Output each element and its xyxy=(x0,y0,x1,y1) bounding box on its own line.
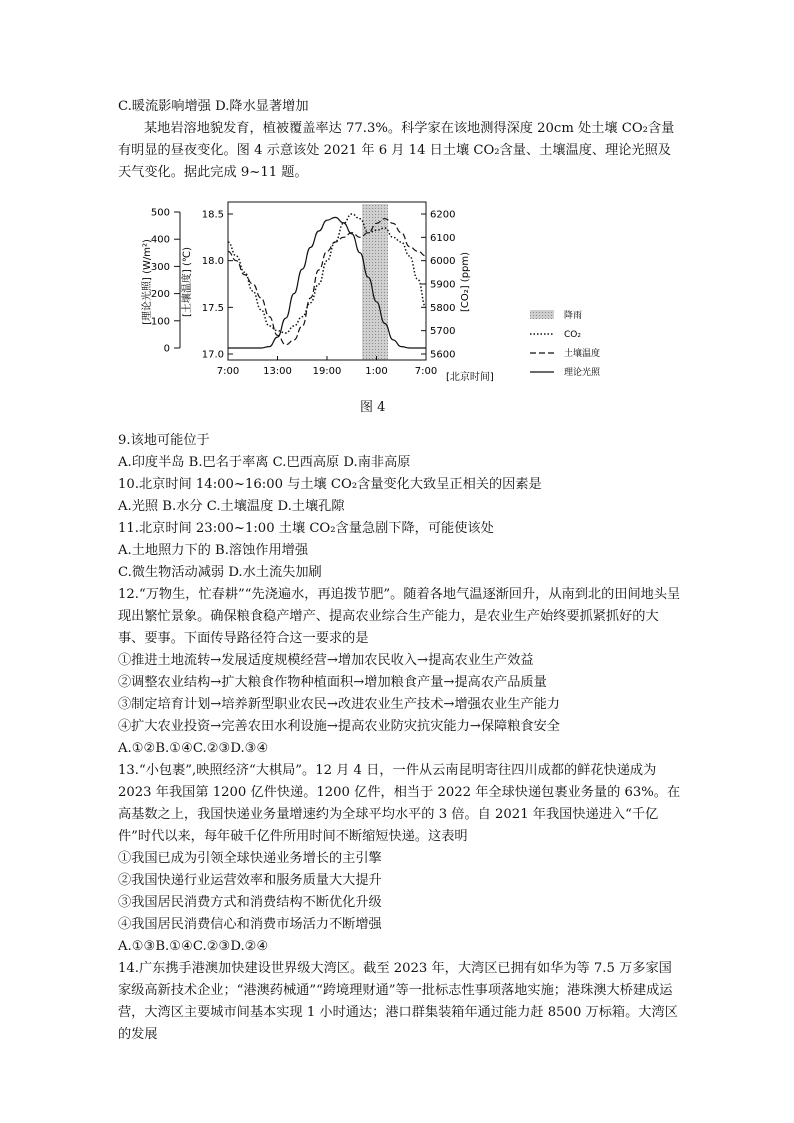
q13-item-2: ②我国快递行业运营效率和服务质量大大提升 xyxy=(118,873,382,888)
q12-item-4: ④扩大农业投资→完善农田水利设施→提高农业防灾抗灾能力→保障粮食安全 xyxy=(118,719,560,734)
q12-item-3: ③制定培育计划→培养新型职业农民→改进农业生产技术→增强农业生产能力 xyxy=(118,697,560,712)
left-tick-label: 500 xyxy=(150,207,170,219)
q14-stem: 14.广东携手港澳加快建设世界级大湾区。截至 2023 年，大湾区已拥有如华为等 7.5 万多家国家级高新技术企业；“港澳药械通”“跨境理财通”等一批标志性事项落地实施；港珠澳大桥建成运营，大湾区主要城市间基本实现 1 小时通达；港口群集装箱年通过能力赶 8500 万标箱。大湾区的发展 xyxy=(118,961,678,1042)
q12-item-1: ①推进土地流转→发展适度规模经营→增加农民收入→提高农业生产效益 xyxy=(118,653,534,668)
mid-tick-label: 17.0 xyxy=(201,349,224,361)
right-tick-label: 6200 xyxy=(430,209,456,221)
q10-stem: 10.北京时间 14:00~16:00 与土壤 CO₂含量变化大致呈正相关的因素是 xyxy=(118,477,542,492)
left-axis-label: [理论光照] (W/m²) xyxy=(142,239,153,325)
legend-rain-swatch xyxy=(530,310,554,319)
q9-options: A.印度半岛 B.巴名于率离 C.巴西高原 D.南非高原 xyxy=(118,455,411,470)
mid-tick-label: 17.5 xyxy=(201,302,224,314)
figure-4-chart xyxy=(138,190,658,420)
right-tick-label: 5700 xyxy=(430,326,456,338)
right-tick-label: 5800 xyxy=(430,302,456,314)
left-axis xyxy=(151,208,180,355)
right-axis-label: [CO₂] (ppm) xyxy=(460,251,471,313)
intro-paragraph: 某地岩溶地貌发育，植被覆盖率达 77.3%。科学家在该地测得深度 20cm 处土壤 CO₂含量有明显的昼夜变化。图 4 示意该处 2021 年 6 月 14 日土壤 CO₂含量、土壤温度、理论光照及天气变化。据此完成 9~11 题。 xyxy=(118,121,675,180)
left-tick-label: 300 xyxy=(150,261,170,273)
legend-co2: CO₂ xyxy=(564,330,581,340)
x-tick-label: 7:00 xyxy=(414,366,438,377)
x-axis xyxy=(217,356,437,377)
q11-stem: 11.北京时间 23:00~1:00 土壤 CO₂含量急剧下降，可能使该处 xyxy=(118,521,494,536)
mid-tick-label: 18.5 xyxy=(201,209,224,221)
legend-rain: 降雨 xyxy=(564,311,583,321)
legend xyxy=(530,309,601,378)
q13-options: A.①③B.①④C.②③D.②④ xyxy=(118,939,269,954)
right-tick-label: 5600 xyxy=(430,349,456,361)
series-light xyxy=(228,217,426,348)
rain-band xyxy=(362,204,388,360)
legend-light: 理论光照 xyxy=(564,368,601,378)
series-group xyxy=(228,214,426,348)
q9-stem: 9.该地可能位于 xyxy=(118,433,210,448)
mid-axis-label: [土壤温度] (℃) xyxy=(182,246,193,318)
left-tick-label: 0 xyxy=(163,343,170,355)
q13-item-1: ①我国已成为引领全球快递业务增长的主引擎 xyxy=(118,851,382,866)
series-co2 xyxy=(228,214,426,333)
q8-options: C.暖流影响增强 D.降水显著增加 xyxy=(118,99,309,114)
x-tick-label: 19:00 xyxy=(312,366,342,377)
x-tick-label: 7:00 xyxy=(216,366,240,377)
x-tick-label: 13:00 xyxy=(263,366,292,377)
left-tick-label: 400 xyxy=(150,234,170,246)
mid-tick-label: 18.0 xyxy=(201,256,224,268)
x-unit: [北京时间] xyxy=(446,372,494,383)
q12-item-2: ②调整农业结构→扩大粮食作物种植面积→增加粮食产量→提高农产品质量 xyxy=(118,675,547,690)
figure-caption: 图 4 xyxy=(360,400,386,415)
q12-stem: 12.“万物生，忙春耕”“先浇遍水，再追拨节肥”。随着各地气温逐渐回升，从南到北的田间地头呈现出繁忙景象。确保粮食稳产增产、提高农业综合生产能力，是农业生产始终要抓紧抓好的大事、要事。下面传导路径符合这一要求的是 xyxy=(118,587,681,646)
q13-item-4: ④我国居民消费信心和消费市场活力不断增强 xyxy=(118,917,382,932)
q13-item-3: ③我国居民消费方式和消费结构不断优化升级 xyxy=(118,895,382,910)
right-tick-label: 6000 xyxy=(430,256,456,268)
q11-options-cd: C.微生物活动减弱 D.水土流失加刷 xyxy=(118,565,322,580)
q12-options: A.①②B.①④C.②③D.③④ xyxy=(118,741,269,756)
right-tick-label: 5900 xyxy=(430,279,456,291)
legend-temp: 土壤温度 xyxy=(564,349,601,359)
left-tick-label: 100 xyxy=(150,316,170,328)
left-tick-label: 200 xyxy=(150,289,170,301)
x-tick-label: 1:00 xyxy=(365,366,388,377)
series-temp xyxy=(228,219,426,345)
q11-options-ab: A.土地照力下的 B.溶蚀作用增强 xyxy=(118,543,309,558)
q10-options: A.光照 B.水分 C.土壤温度 D.土壤孔隙 xyxy=(118,499,345,514)
q13-stem: 13.“小包裹”,映照经济“大棋局”。12 月 4 日，一件从云南昆明寄往四川成都的鲜花快递成为 2023 年我国第 1200 亿件快递。1200 亿件，相当于 2022 年全球快递包裹业务量的 63%。在高基数之上，我国快递业务量增速约为全球平均水平的 3 倍。自 2021 年我国快递进入“千亿件”时代以来，每年破千亿件所用时间不断缩短快递。这表明 xyxy=(118,763,681,844)
right-tick-label: 6100 xyxy=(430,232,456,244)
